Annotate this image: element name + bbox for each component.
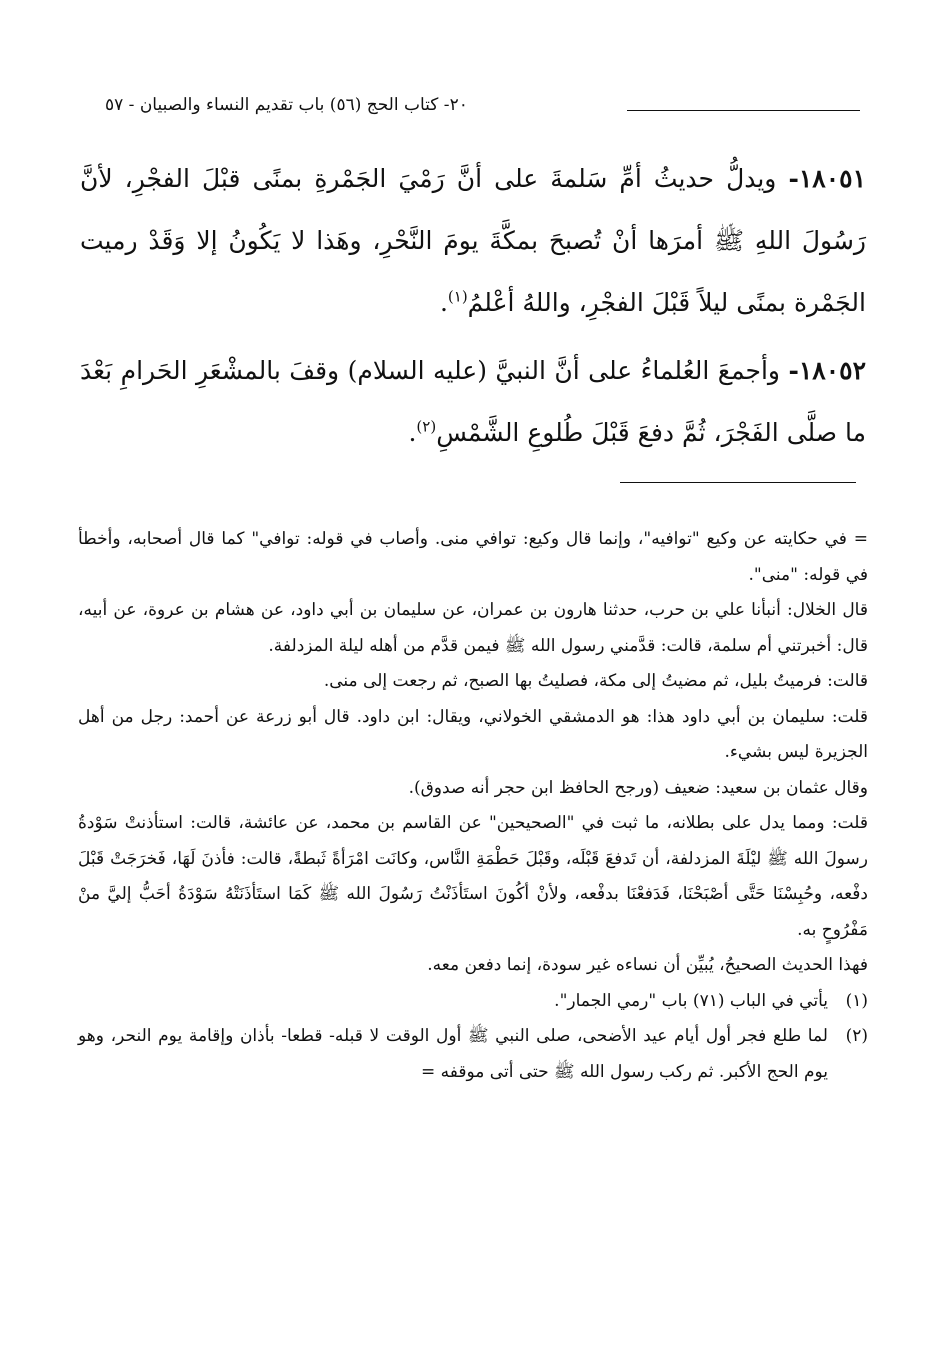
paragraph-18052 [80,340,866,464]
paragraph-number: ١٨٠٥٢- [788,356,867,385]
footnotes-section [78,522,868,1090]
paragraph-number: ١٨٠٥١- [788,164,866,193]
paragraph-text: وأجمعَ العُلماءُ على أنَّ النبيَّ (عليه السلام) وقفَ بالمشْعَرِ الحَرامِ بَعْدَ ما صلَّى الفَجْرَ، ثُمَّ دفعَ قَبْلَ طُلوعِ الشَّمْسِ [80,356,866,447]
footnote-ref: (١) [447,287,468,306]
footnote-2 [78,1019,868,1090]
note-paragraph: قلت: سليمان بن أبي داود هذا: هو الدمشقي الخولاني، ويقال: ابن داود. قال أبو زرعة عن أحمد: رجل من أهل الجزيرة ليس بشيء. [78,706,868,762]
note-paragraph: فهذا الحديث الصحيحُ، يُبيِّن أن نساءه غير سودة، إنما دفعن معه. [427,955,868,975]
footnote-text: لما طلع فجر أول أيام عيد الأضحى، صلى النبي ﷺ أول الوقت لا قبله- قطعا- بأذان وإقامة يوم النحر، وهو يوم الحج الأكبر. ثم ركب رسول الله ﷺ حتى أتى موقفه = [78,1026,828,1082]
footnote-number: (٢) [845,1026,868,1046]
header-title: ٢٠- كتاب الحج (٥٦) باب تقديم النساء والصبيان - ٥٧ [105,95,468,115]
footnote-ref: (٢) [416,417,437,436]
running-header [105,92,860,118]
footnote-text: يأتي في الباب (٧١) باب "رمي الجمار". [554,990,828,1011]
note-paragraph: وقال عثمان بن سعيد: ضعيف (ورجح الحافظ ابن حجر أنه صدوق). [408,777,868,798]
paragraph-end: . [439,288,448,317]
footnote-separator [620,482,856,483]
note-paragraph: قلت: ومما يدل على بطلانه، ما ثبت في "الصحيحين" عن القاسم بن محمد، عن عائشة، قالت: استأذنتْ سَوْدةُ رسولَ الله ﷺ ليْلَةَ المزدلفة، أن تَدفعَ قَبْلَه، وقَبْلَ حَطْمَةِ النَّاس، وكانَت امْرَأةً ثَبطةً، قالت: فأذنَ لَهَا، فَخرَجَتْ قَبْلَ دفْعه، وحُبِسْنَا حَتَّى أصْبَحْنَا، فَدَفعْنَا بدفْعه، ولأنْ أكُونَ استَأذَنْتُ رَسُولَ الله ﷺ كَمَا استَأذَنَتْهُ سَوْدَةُ أحَبُّ إليَّ منْ مَفْرُوحٍ به. [78,813,868,940]
note-paragraph: قالت: فرميتُ بليل، ثم مضيتُ إلى مكة، فصليتُ بها الصبح، ثم رجعت إلى منى. [323,671,868,691]
main-text [80,148,866,470]
header-rule [627,110,860,111]
footnote-number: (١) [845,990,868,1011]
note-continuation: = في حكايته عن وكيع "توافيه"، وإنما قال وكيع: توافي منى. وأصاب في قوله: توافي" كما قال أصحابه، وأخطأ في قوله: "منى". [78,529,868,585]
paragraph-end: . [408,418,417,447]
paragraph-18051 [80,148,866,334]
note-paragraph: قال الخلال: أنبأنا علي بن حرب، حدثنا هارون بن عمران، عن سليمان بن أبي داود، عن هشام بن عروة، عن أبيه، قال: أخبرتني أم سلمة، قالت: قدَّمني رسول الله ﷺ فيمن قدَّم من أهله ليلة المزدلفة. [78,600,868,656]
footnote-1 [78,984,868,1020]
paragraph-text: ويدلُّ حديثُ أمِّ سَلمةَ على أنَّ رَمْيَ الجَمْرةِ بمنًى قبْلَ الفجْرِ، لأنَّ رَسُولَ اللهِ ﷺ أمرَها أنْ تُصبحَ بمكَّةَ يومَ النَّحْرِ، وهَذا لا يَكُونُ إلا وَقَدْ رميت الجَمْرة بمنًى ليلاً قَبْلَ الفجْرِ، واللهُ أعْلمُ [80,164,866,317]
